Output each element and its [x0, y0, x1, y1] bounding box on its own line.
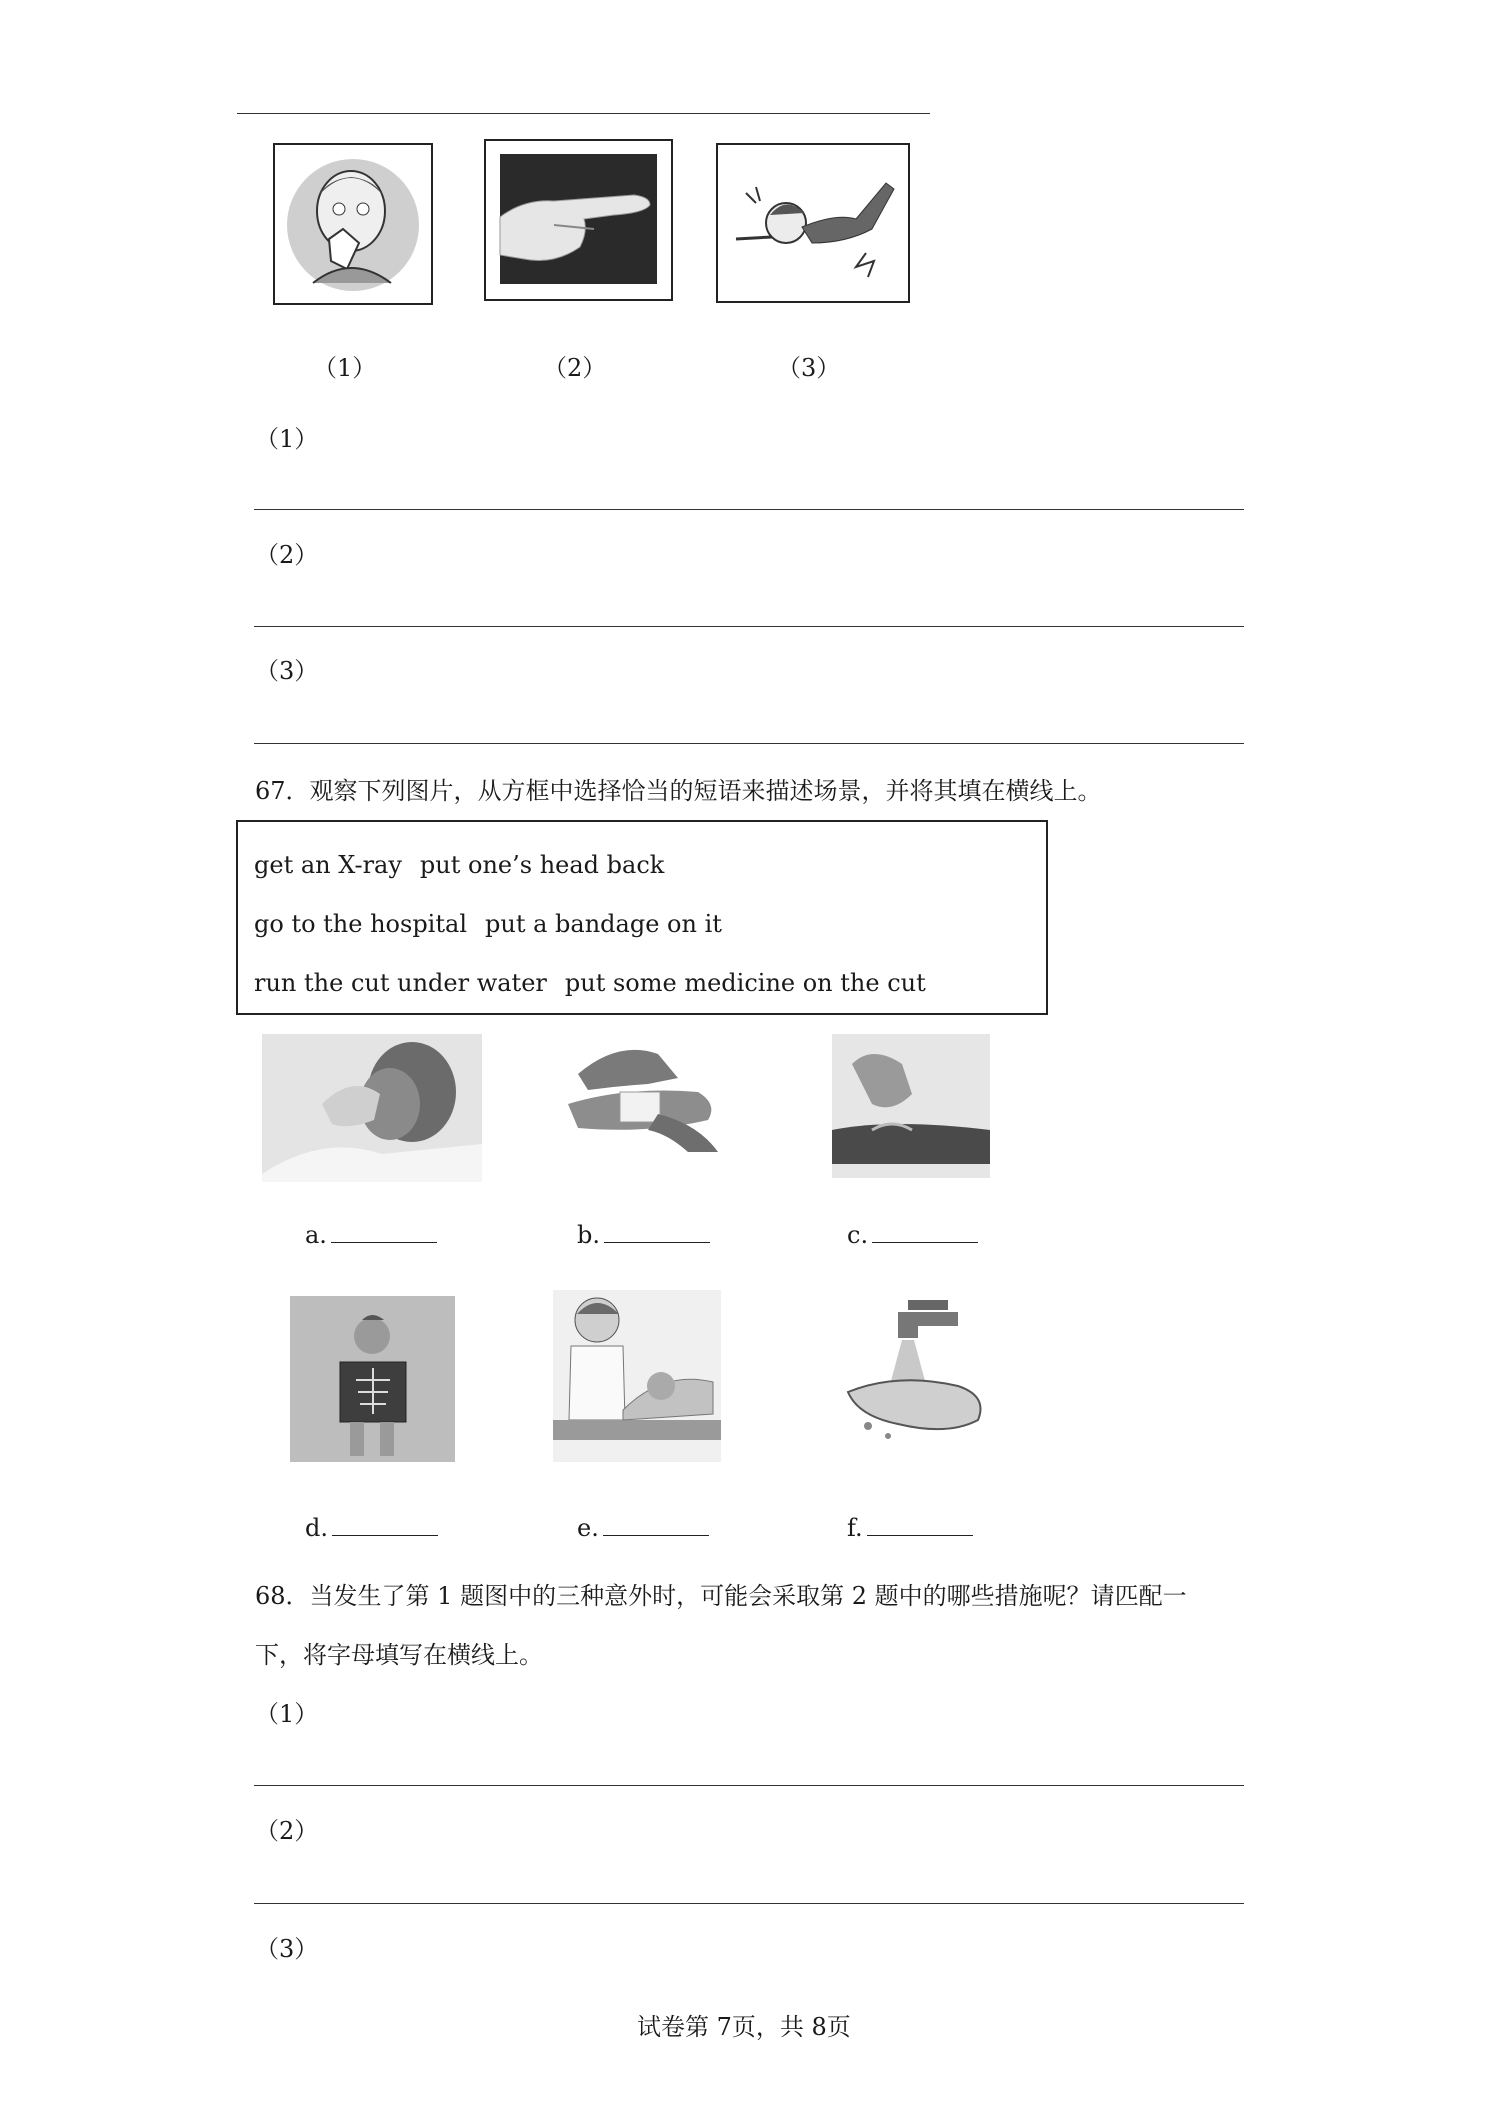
question-67-title: 67．观察下列图片，从方框中选择恰当的短语来描述场景，并将其填在横线上。	[255, 777, 1102, 805]
phrase: put one’s head back	[419, 851, 665, 879]
q68-answer-label-2: （2）	[255, 1817, 319, 1845]
item-label-e: e.	[577, 1514, 599, 1542]
answer-label-2: （2）	[255, 541, 319, 569]
hospital-image	[553, 1290, 721, 1462]
head-back-image	[262, 1034, 482, 1182]
blank-d[interactable]	[332, 1513, 438, 1536]
answer-line-3[interactable]	[254, 743, 1244, 744]
phrase-row-3	[254, 968, 926, 998]
question-68-title-line2: 下，将字母填写在横线上。	[255, 1641, 543, 1669]
item-c	[847, 1220, 978, 1250]
phrase: run the cut under water	[254, 969, 547, 997]
q68-answer-label-3: （3）	[255, 1935, 319, 1963]
answer-label-3: （3）	[255, 657, 319, 685]
phrase-row-1	[254, 850, 664, 880]
item-label-b: b.	[577, 1221, 600, 1249]
top-rule	[237, 113, 930, 114]
answer-line-2[interactable]	[254, 626, 1244, 627]
phrase-box	[236, 820, 1048, 1015]
item-label-c: c.	[847, 1221, 869, 1249]
item-e	[577, 1513, 709, 1543]
blank-f[interactable]	[867, 1513, 973, 1536]
phrase: put some medicine on the cut	[564, 969, 926, 997]
top-image-label-1: （1）	[313, 354, 377, 382]
top-image-label-3: （3）	[777, 354, 841, 382]
item-label-f: f.	[847, 1514, 863, 1542]
blank-a[interactable]	[331, 1220, 437, 1243]
question-68-title-line1: 68．当发生了第 1 题图中的三种意外时，可能会采取第 2 题中的哪些措施呢？请匹配一	[255, 1582, 1187, 1610]
blank-c[interactable]	[872, 1220, 978, 1243]
bandage-image	[548, 1034, 728, 1156]
tap-water-image	[838, 1296, 996, 1446]
q68-answer-label-1: （1）	[255, 1700, 319, 1728]
blank-e[interactable]	[603, 1513, 709, 1536]
item-a	[305, 1220, 437, 1250]
page-footer: 试卷第 7页，共 8页	[637, 2013, 851, 2041]
cut-finger-image	[484, 139, 673, 301]
top-image-label-2: （2）	[543, 354, 607, 382]
phrase: get an X-ray	[254, 851, 402, 879]
q68-answer-line-1[interactable]	[254, 1785, 1244, 1786]
answer-label-1: （1）	[255, 425, 319, 453]
item-label-d: d.	[305, 1514, 328, 1542]
phrase: put a bandage on it	[485, 910, 722, 938]
answer-line-1[interactable]	[254, 509, 1244, 510]
item-label-a: a.	[305, 1221, 327, 1249]
q68-answer-line-2[interactable]	[254, 1903, 1244, 1904]
item-b	[577, 1220, 710, 1250]
nosebleed-image	[273, 143, 433, 305]
item-f	[847, 1513, 973, 1543]
xray-image	[290, 1296, 455, 1462]
medicine-image	[832, 1034, 990, 1178]
item-d	[305, 1513, 438, 1543]
phrase-row-2	[254, 909, 722, 939]
fall-down-image	[716, 143, 910, 303]
phrase: go to the hospital	[254, 910, 467, 938]
blank-b[interactable]	[604, 1220, 710, 1243]
